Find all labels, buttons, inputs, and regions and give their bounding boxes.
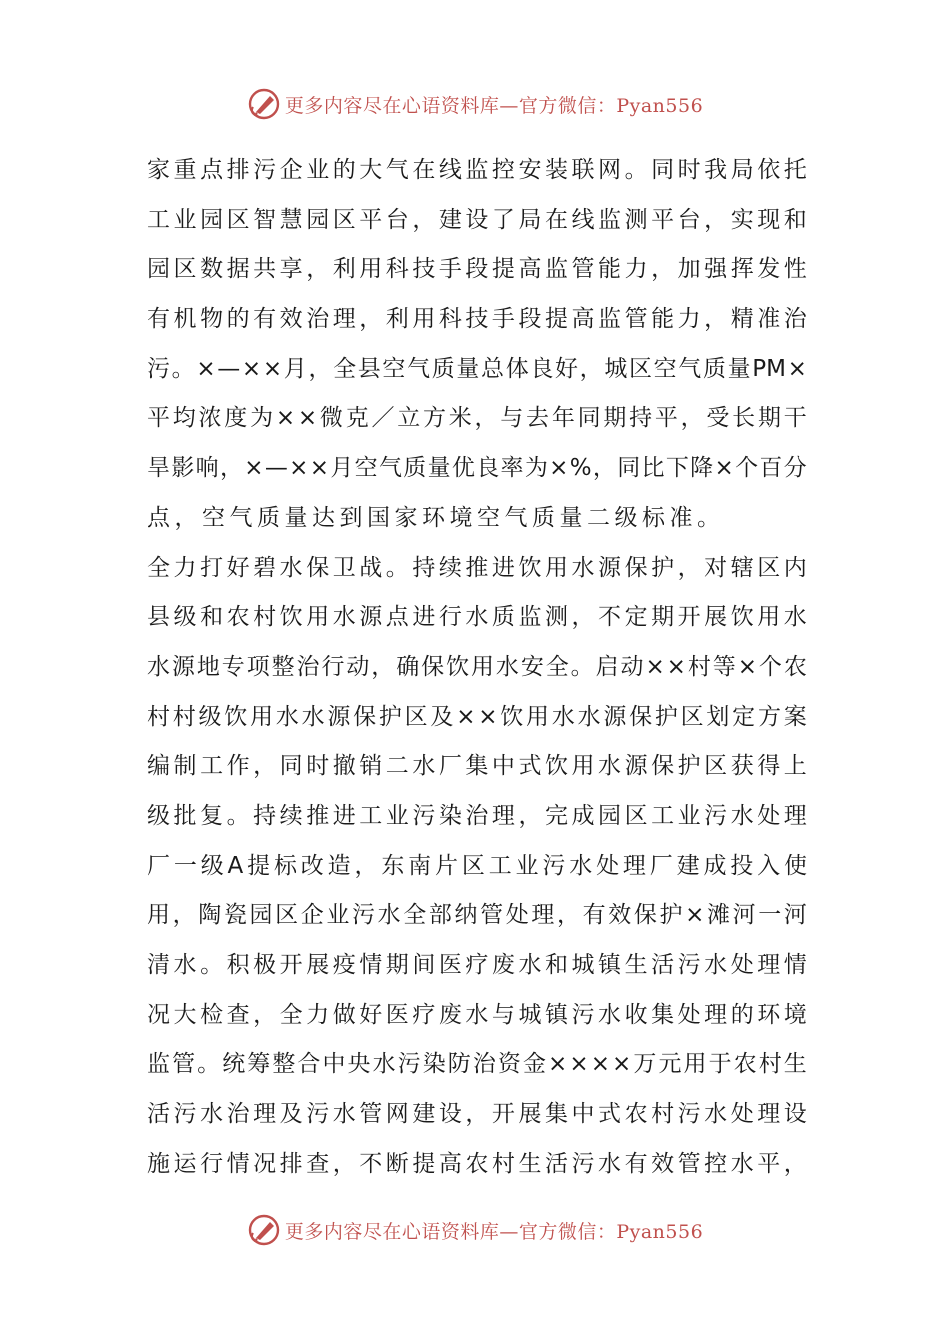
text-line: 清 水 。 积 极 开 展 疫 情 期 间 医 疗 废 水 和 城 镇 生 活 污 水 处 理 情 — [147, 952, 807, 978]
text-line: 级 批 复 。 持 续 推 进 工 业 污 染 治 理 ， 完 成 园 区 工 业 污 水 处 理 — [147, 802, 807, 829]
pen-logo-icon — [247, 87, 281, 121]
text-line-paragraph-end: 点，空气质量达到国家环境空气质量二级标准。 — [147, 504, 725, 531]
text-line: 污 。 × — × × 月 ， 全 县 空 气 质 量 总 体 良 好 ， 城 区 空 气 质 量 PM × — [147, 355, 807, 382]
footer-banner — [0, 1210, 950, 1250]
pen-logo-icon — [247, 1213, 281, 1247]
text-line: 工 业 园 区 智 慧 园 区 平 台 ， 建 设 了 局 在 线 监 测 平 台 ， 实 现 和 — [147, 206, 807, 233]
text-line: 况 大 检 查 ， 全 力 做 好 医 疗 废 水 与 城 镇 污 水 收 集 处 理 的 环 境 — [147, 1001, 807, 1028]
text-line: 家 重 点 排 污 企 业 的 大 气 在 线 监 控 安 装 联 网 。 同 时 我 局 依 托 — [147, 157, 807, 183]
document-body — [147, 146, 807, 1189]
header-banner — [0, 84, 950, 124]
text-line: 县 级 和 农 村 饮 用 水 源 点 进 行 水 质 监 测 ， 不 定 期 开 展 饮 用 水 — [147, 604, 807, 631]
text-line: 旱 影 响 ， × — × × 月 空 气 质 量 优 良 率 为 × % ， 同 比 下 降 × 个 百 分 — [147, 455, 807, 482]
text-line: 平 均 浓 度 为 × × 微 克 ／ 立 方 米 ， 与 去 年 同 期 持 平 ， 受 长 期 干 — [147, 405, 807, 432]
text-line: 全 力 打 好 碧 水 保 卫 战 。 持 续 推 进 饮 用 水 源 保 护 ， 对 辖 区 内 — [147, 554, 807, 581]
text-line: 监 管 。 统 筹 整 合 中 央 水 污 染 防 治 资 金 × × × × 万 元 用 于 农 村 生 — [147, 1051, 807, 1078]
text-line: 编 制 工 作 ， 同 时 撤 销 二 水 厂 集 中 式 饮 用 水 源 保 护 区 获 得 上 — [147, 753, 807, 780]
header-banner-text: 更多内容尽在心语资料库—官方微信：Pyan556 — [284, 94, 704, 117]
text-line: 施 运 行 情 况 排 查 ， 不 断 提 高 农 村 生 活 污 水 有 效 管 控 水 平 ， — [147, 1150, 807, 1177]
text-line: 活 污 水 治 理 及 污 水 管 网 建 设 ， 开 展 集 中 式 农 村 污 水 处 理 设 — [147, 1101, 807, 1128]
text-line: 水 源 地 专 项 整 治 行 动 ， 确 保 饮 用 水 安 全 。 启 动 × × 村 等 × 个 农 — [147, 653, 807, 680]
text-line: 厂 一 级 A 提 标 改 造 ， 东 南 片 区 工 业 污 水 处 理 厂 建 成 投 入 使 — [147, 852, 807, 879]
text-line: 用 ， 陶 瓷 园 区 企 业 污 水 全 部 纳 管 处 理 ， 有 效 保 护 × 滩 河 一 河 — [147, 902, 807, 929]
text-line: 园 区 数 据 共 享 ， 利 用 科 技 手 段 提 高 监 管 能 力 ， 加 强 挥 发 性 — [147, 256, 807, 283]
text-line: 有 机 物 的 有 效 治 理 ， 利 用 科 技 手 段 提 高 监 管 能 力 ， 精 准 治 — [147, 306, 807, 333]
text-line: 村 村 级 饮 用 水 水 源 保 护 区 及 × × 饮 用 水 水 源 保 护 区 划 定 方 案 — [147, 703, 807, 730]
footer-banner-text: 更多内容尽在心语资料库—官方微信：Pyan556 — [284, 1220, 704, 1243]
